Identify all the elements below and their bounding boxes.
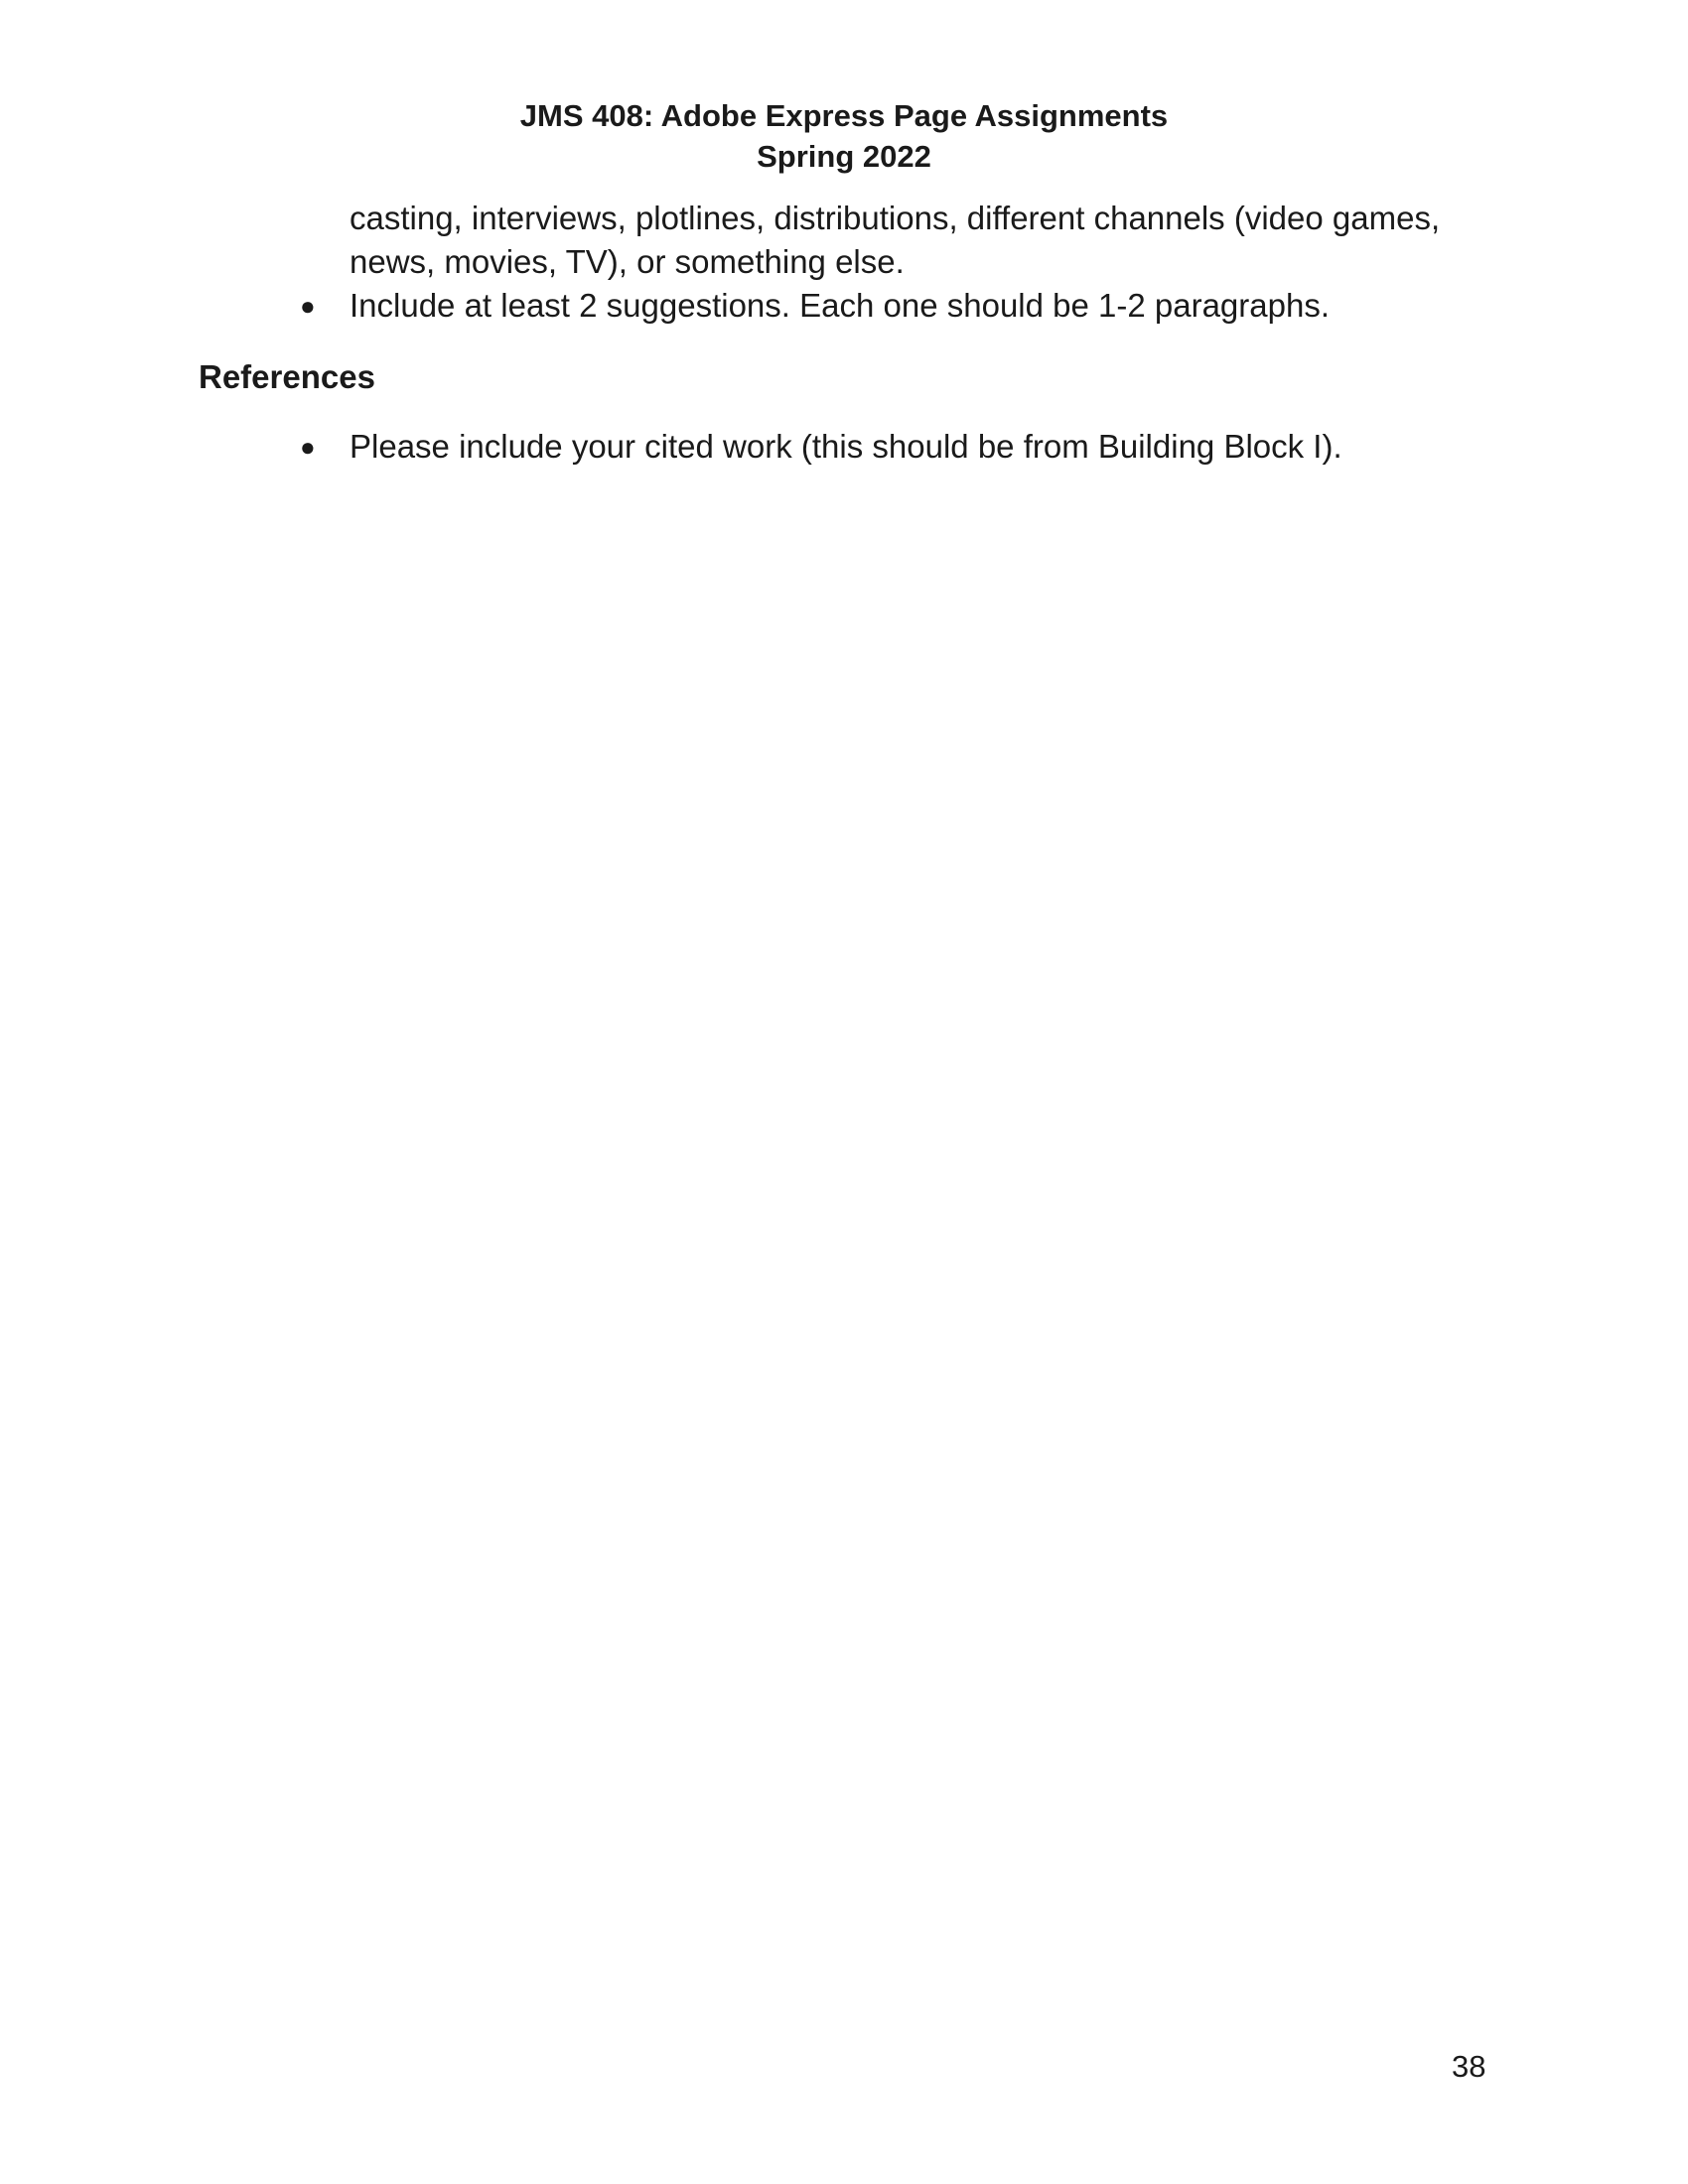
bullet-icon: ● <box>300 432 316 462</box>
references-heading: References <box>199 358 375 395</box>
list-item-suggestions: Include at least 2 suggestions. Each one should be 1-2 paragraphs. <box>350 287 1331 324</box>
document-header <box>0 95 1688 177</box>
continued-line-2: news, movies, TV), or something else. <box>350 243 905 280</box>
list-item-references: Please include your cited work (this should be from Building Block I). <box>350 428 1342 465</box>
continued-line-1: casting, interviews, plotlines, distributions, different channels (video games, <box>350 200 1441 236</box>
page-number: 38 <box>1452 2049 1486 2084</box>
bullet-icon: ● <box>300 291 316 321</box>
document-term: Spring 2022 <box>757 139 931 174</box>
document-title: JMS 408: Adobe Express Page Assignments <box>519 98 1169 133</box>
